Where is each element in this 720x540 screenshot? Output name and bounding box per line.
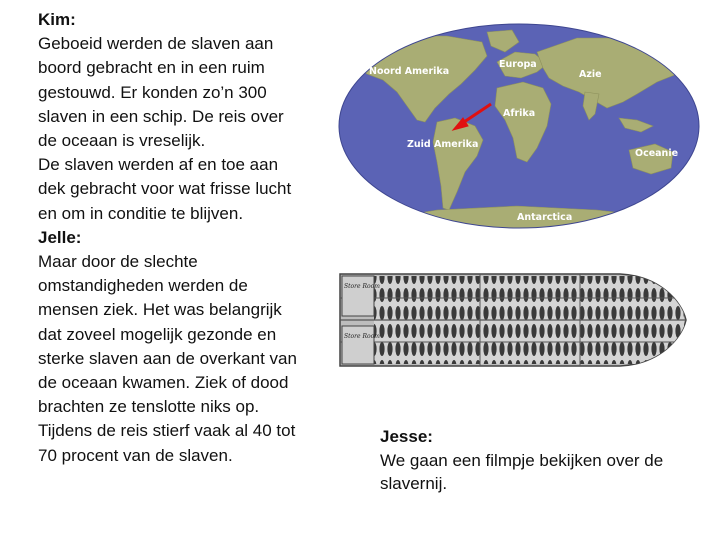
speaker-kim: Kim: (38, 10, 76, 29)
speaker-jesse: Jesse: (380, 427, 433, 446)
map-label-asia: Azie (579, 69, 602, 80)
world-map (337, 22, 702, 230)
paragraph-jelle-2: Tijdens de reis stierf vaak al 40 tot 70 procent van de slaven. (38, 421, 296, 465)
map-label-north-america: Noord Amerika (369, 66, 450, 77)
paragraph-kim-2: De slaven werden af en toe aan dek gebracht voor wat frisse lucht en om in conditie te blijven. (38, 155, 292, 223)
speaker-jelle: Jelle: (38, 227, 82, 247)
paragraph-jesse: We gaan een filmpje bekijken over de slavernij. (380, 450, 664, 493)
ship-label-store-room-bottom: Store Room (344, 333, 380, 340)
ship-label-store-room-top: Store Room (344, 283, 380, 290)
slave-ship-plan (330, 268, 692, 372)
map-label-antarctica: Antarctica (517, 212, 573, 223)
story-text (38, 8, 306, 468)
paragraph-jelle-1: Maar door de slechte omstandigheden werden de mensen ziek. Het was belangrijk dat zoveel mogelijk gezonde en sterke slaven aan de overkant van de oceaan kwamen. Ziek of dood brachten ze tenslotte niks op. (38, 252, 297, 417)
map-label-south-america: Zuid Amerika (407, 139, 479, 150)
closing-text (380, 425, 680, 496)
map-label-oceania: Oceanie (635, 148, 679, 159)
map-label-africa: Afrika (503, 108, 536, 119)
paragraph-kim-1: Geboeid werden de slaven aan boord gebracht en in een ruim gestouwd. Er konden zo’n 300 slaven in een schip. De reis over de oceaan is vreselijk. (38, 34, 284, 151)
map-label-europe: Europa (499, 59, 537, 70)
